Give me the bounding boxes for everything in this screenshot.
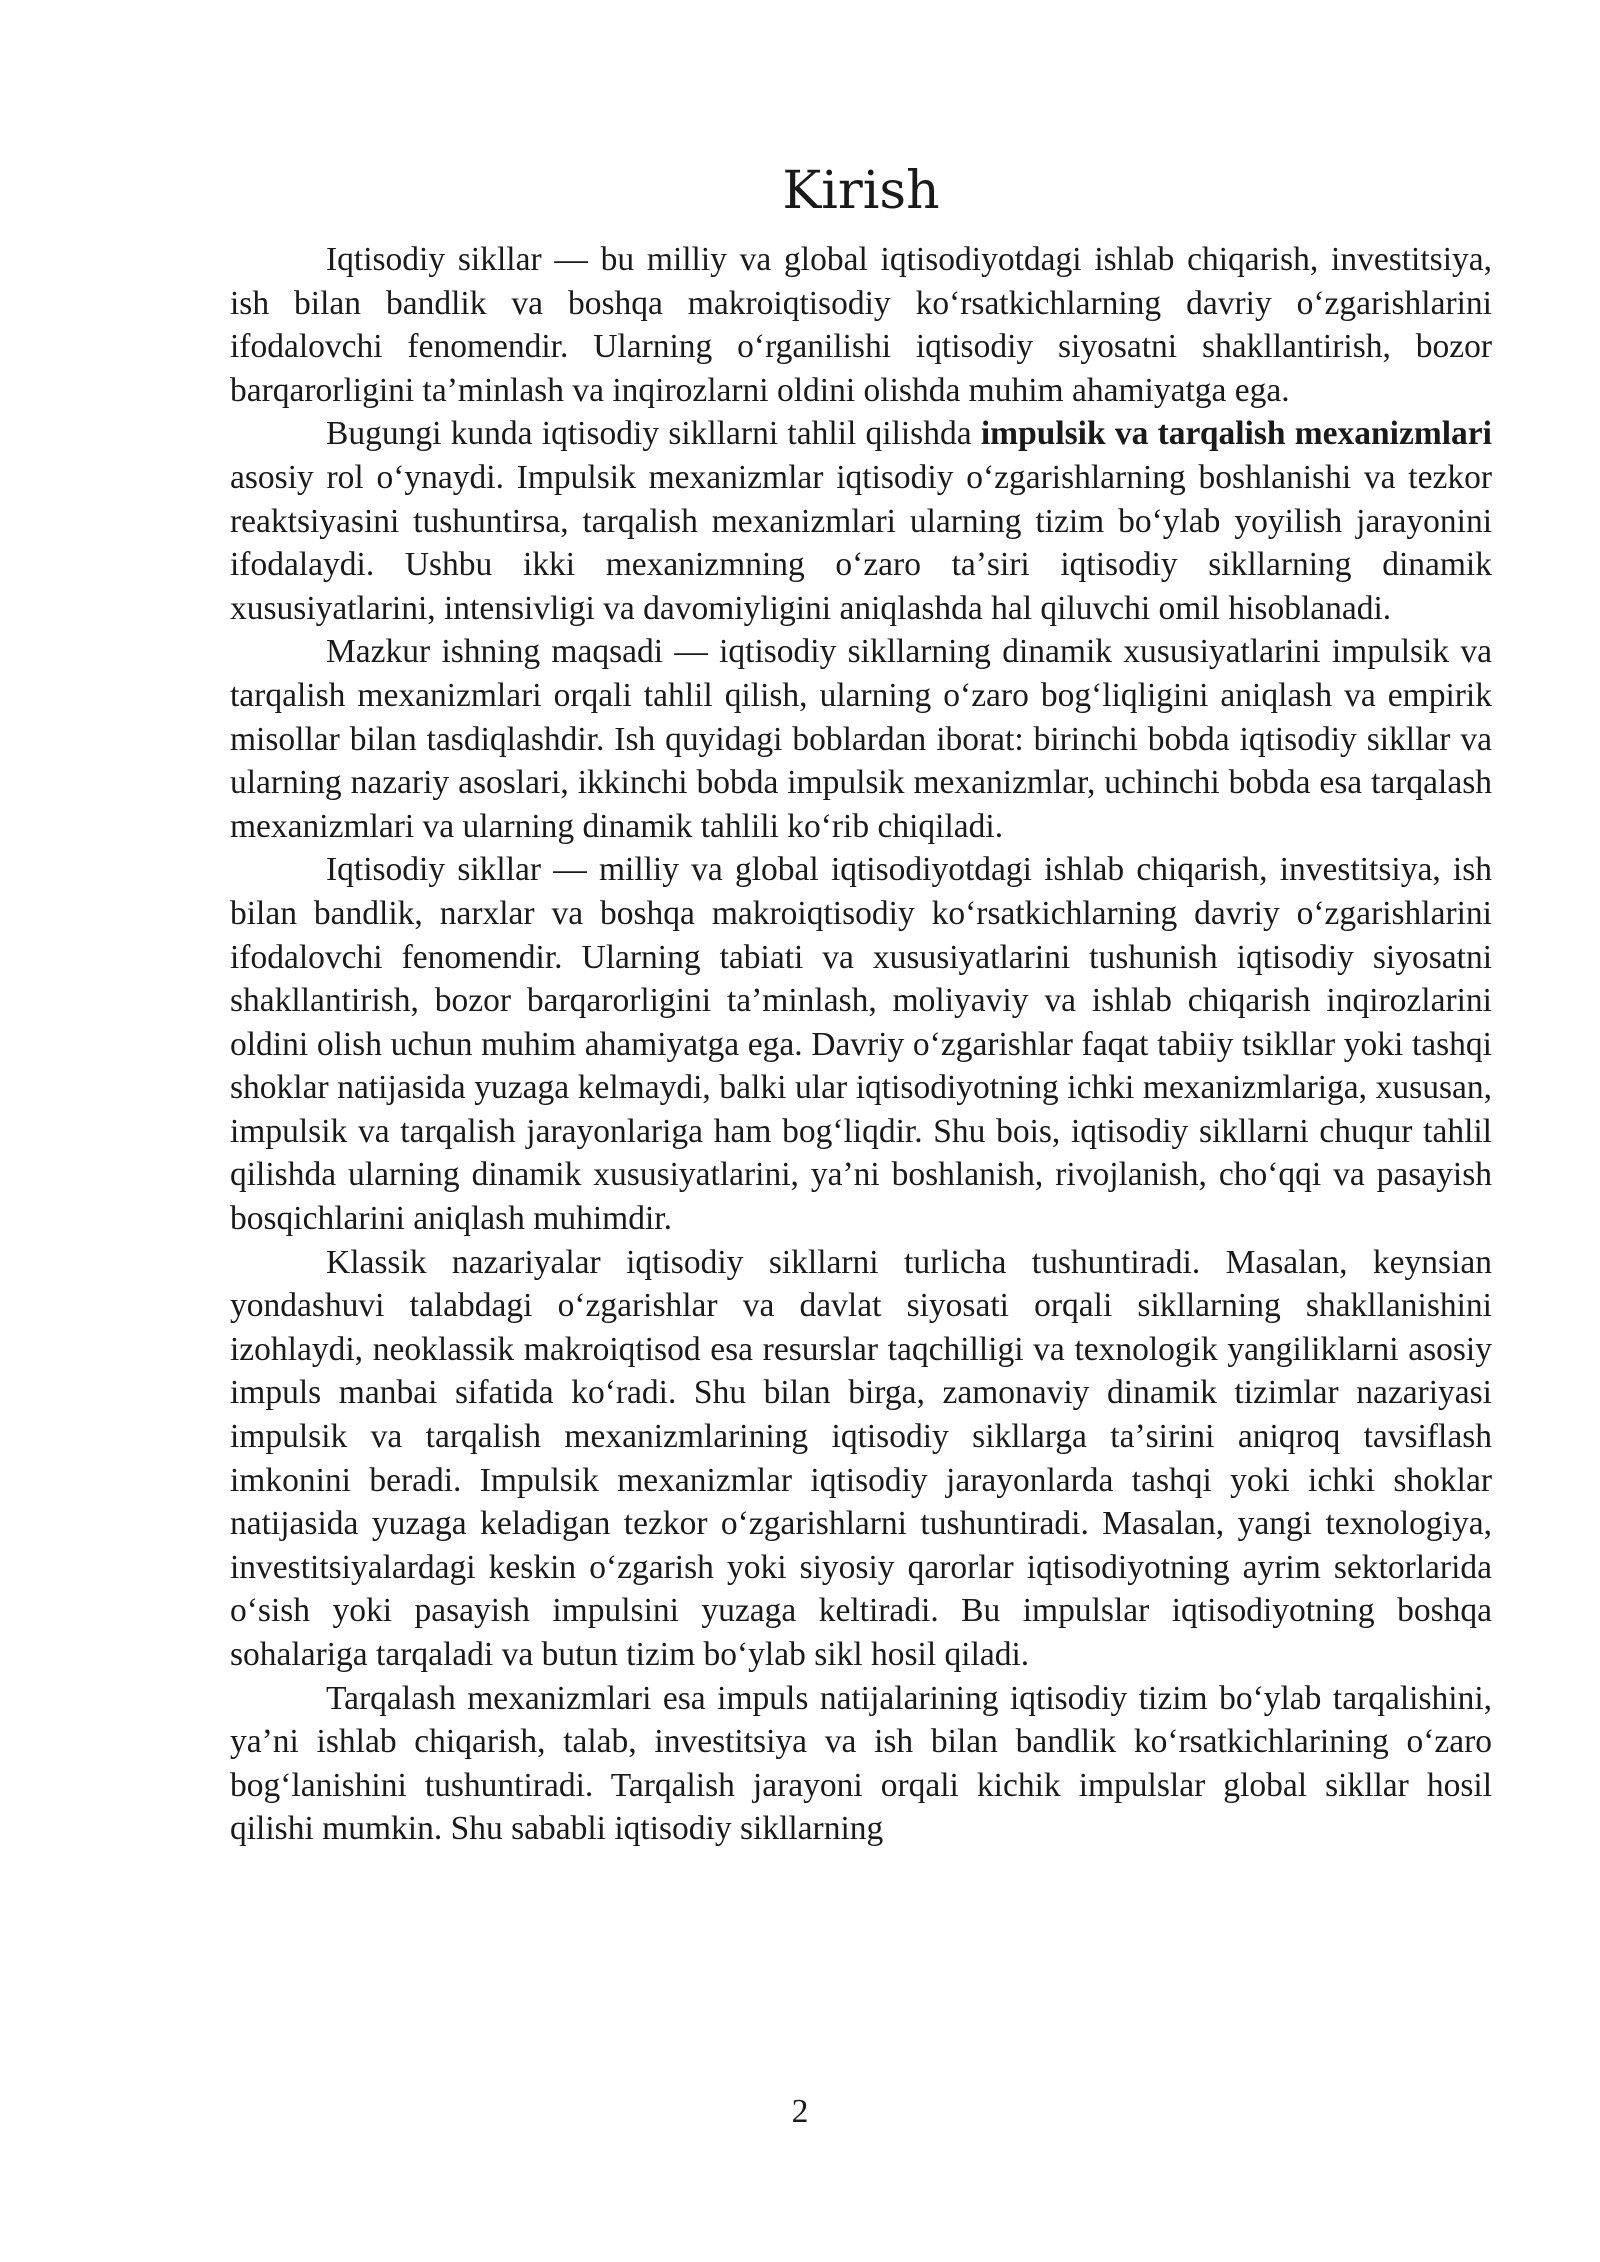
paragraph-2-bold-term: impulsik va tarqalish mexanizmlari [980, 415, 1492, 453]
paragraph-4: Iqtisodiy sikllar — milliy va global iqtisodiyotdagi ishlab chiqarish, investitsiya, ish bilan bandlik, narxlar va boshqa makroiqtisodiy koʻrsatkichlarning davriy oʻzgarishlarini ifodalovchi fenomendir. Ularning tabiati va xususiyatlarini tushunish iqtisodiy siyosatni shakllantirish, bozor barqarorligini taʼminlash, moliyaviy va ishlab chiqarish inqirozlarini oldini olish uchun muhim ahamiyatga ega. Davriy oʻzgarishlar faqat tabiiy tsikllar yoki tashqi shoklar natijasida yuzaga kelmaydi, balki ular iqtisodiyotning ichki mexanizmlariga, xususan, impulsik va tarqalish jarayonlariga ham bogʻliqdir. Shu bois, iqtisodiy sikllarni chuqur tahlil qilishda ularning dinamik xususiyatlarini, yaʼni boshlanish, rivojlanish, choʻqqi va pasayish bosqichlarini aniqlash muhimdir. [230, 851, 1492, 1238]
page-number: 2 [791, 2093, 809, 2130]
paragraph-2 [230, 412, 1492, 630]
paragraph-1: Iqtisodiy sikllar — bu milliy va global iqtisodiyotdagi ishlab chiqarish, investitsiya, ish bilan bandlik va boshqa makroiqtisodiy koʻrsatkichlarning davriy oʻzgarishlarini ifodalovchi fenomendir. Ularning oʻrganilishi iqtisodiy siyosatni shakllantirish, bozor barqarorligini taʼminlash va inqirozlarni oldini olishda muhim ahamiyatga ega. [230, 241, 1492, 409]
page-title: Kirish [782, 161, 940, 221]
paragraph-3: Mazkur ishning maqsadi — iqtisodiy sikllarning dinamik xususiyatlarini impulsik va tarqalish mexanizmlari orqali tahlil qilish, ularning oʻzaro bogʻliqligini aniqlash va empirik misollar bilan tasdiqlashdir. Ish quyidagi boblardan iborat: birinchi bobda iqtisodiy sikllar va ularning nazariy asoslari, ikkinchi bobda impulsik mexanizmlar, uchinchi bobda esa tarqalash mexanizmlari va ularning dinamik tahlili koʻrib chiqiladi. [230, 633, 1492, 845]
paragraph-5: Klassik nazariyalar iqtisodiy sikllarni turlicha tushuntiradi. Masalan, keynsian yondashuvi talabdagi oʻzgarishlar va davlat siyosati orqali sikllarning shakllanishini izohlaydi, neoklassik makroiqtisod esa resurslar taqchilligi va texnologik yangiliklarni asosiy impuls manbai sifatida koʻradi. Shu bilan birga, zamonaviy dinamik tizimlar nazariyasi impulsik va tarqalish mexanizmlarining iqtisodiy sikllarga taʼsirini aniqroq tavsiflash imkonini beradi. Impulsik mexanizmlar iqtisodiy jarayonlarda tashqi yoki ichki shoklar natijasida yuzaga keladigan tezkor oʻzgarishlarni tushuntiradi. Masalan, yangi texnologiya, investitsiyalardagi keskin oʻzgarish yoki siyosiy qarorlar iqtisodiyotning ayrim sektorlarida oʻsish yoki pasayish impulsini yuzaga keltiradi. Bu impulslar iqtisodiyotning boshqa sohalariga tarqaladi va butun tizim boʻylab sikl hosil qiladi. [230, 1243, 1492, 1673]
paragraph-2-rest: asosiy rol oʻynaydi. Impulsik mexanizmlar iqtisodiy oʻzgarishlarning boshlanishi va tezkor reaktsiyasini tushuntirsa, tarqalish mexanizmlari ularning tizim boʻylab yoyilish jarayonini ifodalaydi. Ushbu ikki mexanizmning oʻzaro taʼsiri iqtisodiy sikllarning dinamik xususiyatlarini, intensivligi va davomiyligini aniqlashda hal qiluvchi omil hisoblanadi. [230, 458, 1492, 627]
paragraph-6: Tarqalash mexanizmlari esa impuls natijalarining iqtisodiy tizim boʻylab tarqalishini, yaʼni ishlab chiqarish, talab, investitsiya va ish bilan bandlik koʻrsatkichlarining oʻzaro bogʻlanishini tushuntiradi. Tarqalish jarayoni orqali kichik impulslar global sikllar hosil qilishi mumkin. Shu sababli iqtisodiy sikllarning [230, 1679, 1492, 1848]
document-page [230, 150, 1492, 1851]
paragraph-2-lead: Bugungi kunda iqtisodiy sikllarni tahlil qilishda [326, 415, 981, 453]
